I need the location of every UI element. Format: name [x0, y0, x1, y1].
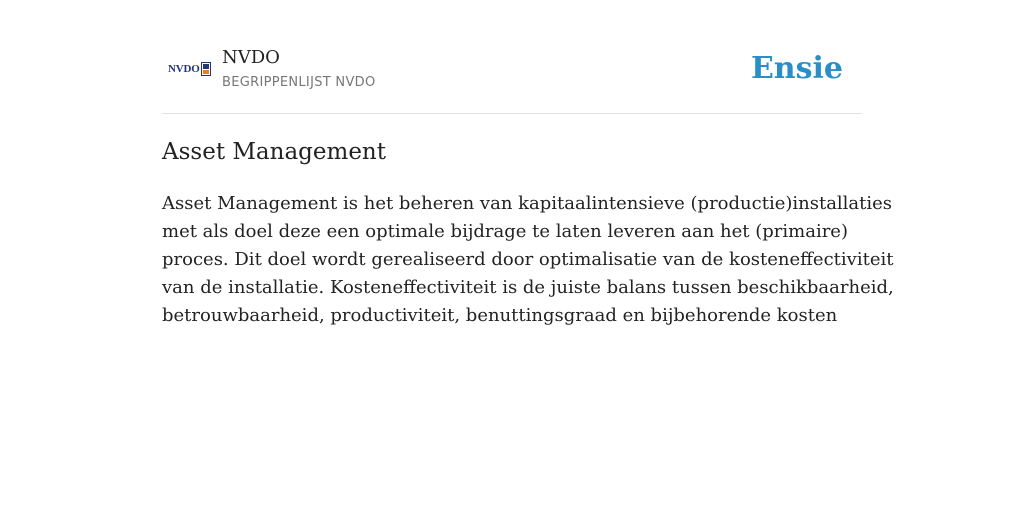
- site-name[interactable]: NVDO: [222, 47, 280, 68]
- site-subtitle[interactable]: BEGRIPPENLIJST NVDO: [222, 75, 376, 90]
- definition-line: met als doel deze een optimale bijdrage te laten leveren aan het (primaire): [162, 221, 848, 242]
- term-title: Asset Management: [162, 139, 386, 165]
- site-header: [162, 0, 862, 114]
- definition-line: Asset Management is het beheren van kapitaalintensieve (productie)installaties: [162, 193, 893, 214]
- nvdo-logo[interactable]: [168, 62, 211, 76]
- definition-line: proces. Dit doel wordt gerealiseerd door optimalisatie van de kosteneffectiviteit: [162, 249, 894, 270]
- definition-line: betrouwbaarheid, productiviteit, benuttingsgraad en bijbehorende kosten: [162, 305, 838, 326]
- logo-text: NVDO: [168, 63, 200, 75]
- page-container: [162, 0, 894, 326]
- term-definition: [162, 190, 894, 330]
- ensie-brand-link[interactable]: Ensie: [750, 51, 843, 86]
- definition-line: van de installatie. Kosteneffectiviteit is de juiste balans tussen beschikbaarheid,: [162, 277, 894, 298]
- logo-mark-icon: [201, 62, 211, 76]
